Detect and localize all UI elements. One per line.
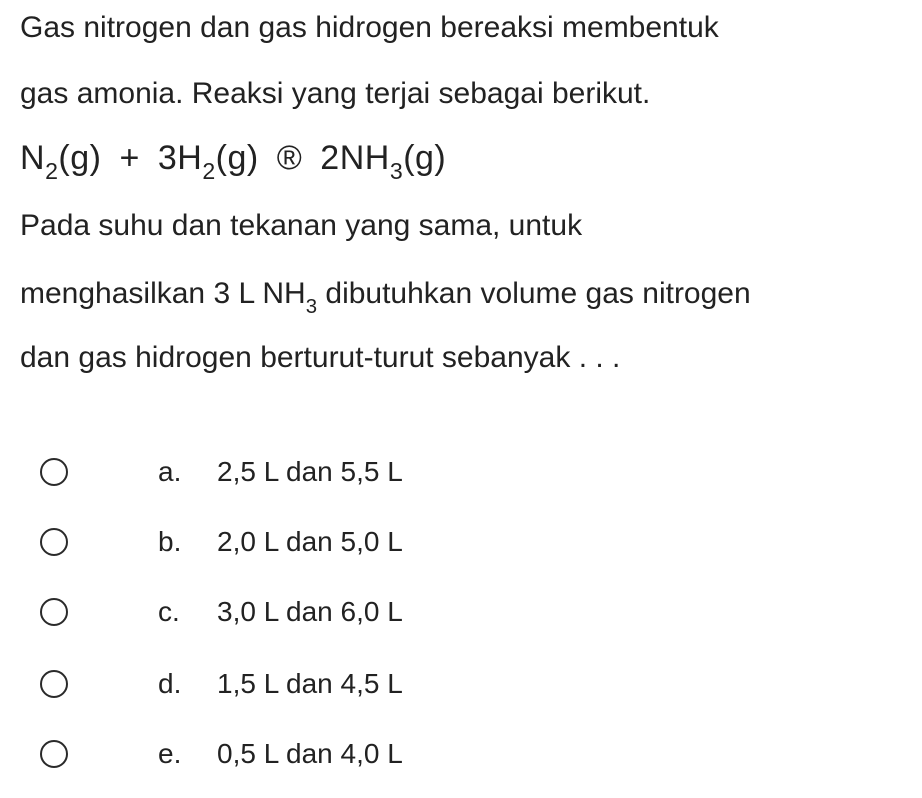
option-e[interactable] [40, 732, 540, 776]
option-a-letter: a. [158, 456, 182, 487]
reactant-n2 [20, 139, 102, 184]
question-line-4-subscript: 3 [305, 296, 318, 319]
radio-button-b[interactable] [40, 528, 68, 556]
radio-button-a[interactable] [40, 458, 68, 486]
reactant-h2-state: (g) [215, 139, 259, 177]
option-a-text: 2,5 L dan 5,5 L [217, 456, 403, 487]
question-line-3: Pada suhu dan tekanan yang sama, untuk [20, 209, 583, 242]
reactant-n2-subscript: 2 [45, 157, 59, 184]
reactant-h2-base: 3H [157, 139, 203, 177]
option-d-text: 1,5 L dan 4,5 L [217, 668, 403, 699]
option-c-text: 3,0 L dan 6,0 L [217, 596, 403, 627]
question-line-4-post: dibutuhkan volume gas nitrogen [317, 277, 751, 310]
reaction-arrow-symbol: ® [276, 139, 303, 177]
option-b-text: 2,0 L dan 5,0 L [217, 526, 403, 557]
question-line-4 [20, 276, 751, 319]
product-nh3-state: (g) [403, 139, 447, 177]
question-line-4-pre: menghasilkan 3 L NH [20, 277, 306, 310]
option-a[interactable] [40, 450, 540, 494]
option-e-letter: e. [158, 738, 182, 769]
option-c-letter: c. [158, 596, 180, 627]
question-line-2: gas amonia. Reaksi yang terjai sebagai berikut. [20, 77, 651, 110]
option-e-text: 0,5 L dan 4,0 L [217, 738, 403, 769]
radio-button-d[interactable] [40, 670, 68, 698]
radio-button-c[interactable] [40, 598, 68, 626]
plus-sign: + [119, 139, 140, 177]
radio-button-e[interactable] [40, 740, 68, 768]
product-nh3-base: 2NH [320, 139, 390, 177]
option-c[interactable] [40, 590, 540, 634]
reactant-n2-state: (g) [58, 139, 102, 177]
question-line-5: dan gas hidrogen berturut-turut sebanyak . . . [20, 341, 621, 374]
option-b[interactable] [40, 520, 540, 564]
reactant-n2-base: N [20, 139, 46, 177]
reactant-h2-subscript: 2 [202, 157, 216, 184]
option-d[interactable] [40, 662, 540, 706]
option-b-letter: b. [158, 526, 182, 557]
question-line-1: Gas nitrogen dan gas hidrogen bereaksi membentuk [20, 11, 719, 44]
product-nh3-subscript: 3 [389, 157, 404, 184]
product-nh3 [320, 139, 447, 184]
reactant-h2 [157, 139, 259, 184]
option-d-letter: d. [158, 668, 182, 699]
chemical-equation [20, 138, 447, 184]
